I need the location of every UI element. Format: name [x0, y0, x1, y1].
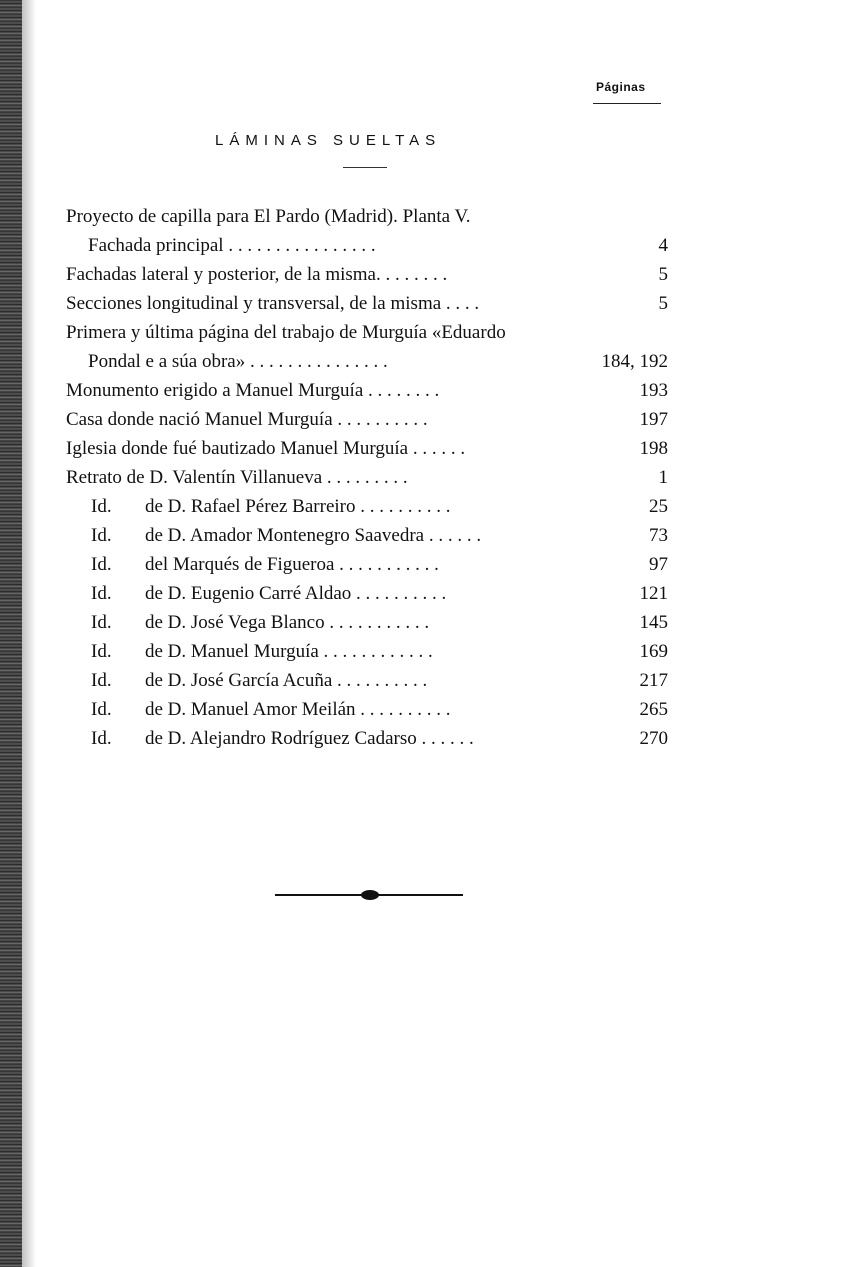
entry-page: 193	[639, 380, 668, 401]
portrait-name: de D. Alejandro Rodríguez Cadarso . . . . . .	[145, 728, 474, 749]
paginas-column-label: Páginas	[596, 80, 646, 94]
entry-page: 217	[639, 670, 668, 691]
entry-label: Proyecto de capilla para El Pardo (Madrid). Planta V.	[66, 206, 471, 227]
entry-label: Casa donde nació Manuel Murguía . . . . . . . . . .	[66, 409, 428, 430]
entry-page: 97	[649, 554, 668, 575]
portrait-name: de D. Manuel Amor Meilán . . . . . . . . . .	[145, 699, 451, 720]
entry-page: 169	[639, 641, 668, 662]
entry-label: Monumento erigido a Manuel Murguía . . . . . . . .	[66, 380, 440, 401]
entry-label: Fachadas lateral y posterior, de la misma. . . . . . . .	[66, 264, 448, 285]
portrait-name: del Marqués de Figueroa . . . . . . . . . . .	[145, 554, 439, 575]
index-entry	[66, 318, 668, 347]
portrait-name: de D. Rafael Pérez Barreiro . . . . . . . . . .	[145, 496, 451, 517]
portrait-name: de D. José Vega Blanco . . . . . . . . . . .	[145, 612, 430, 633]
ditto-mark: Id.	[91, 670, 112, 691]
ditto-mark: Id.	[91, 699, 112, 720]
entry-page: 121	[639, 583, 668, 604]
entry-page: 25	[649, 496, 668, 517]
entry-page: 184, 192	[601, 351, 668, 372]
portrait-name: de D. Eugenio Carré Aldao . . . . . . . . . .	[145, 583, 447, 604]
portrait-entry	[66, 666, 668, 695]
portrait-name: de D. Amador Montenegro Saavedra . . . . . .	[145, 525, 482, 546]
ditto-mark: Id.	[91, 728, 112, 749]
portrait-entry	[66, 637, 668, 666]
ditto-mark: Id.	[91, 612, 112, 633]
index-entry	[66, 405, 668, 434]
entry-page: 5	[658, 293, 668, 314]
entry-label: Pondal e a súa obra» . . . . . . . . . . . . . . .	[88, 351, 388, 372]
closing-ornament-rule	[275, 884, 465, 906]
index-entry	[66, 231, 668, 260]
index-entry	[66, 463, 668, 492]
index-entry	[66, 260, 668, 289]
entry-page: 197	[639, 409, 668, 430]
portrait-name: de D. José García Acuña . . . . . . . . . .	[145, 670, 428, 691]
portrait-entry	[66, 724, 668, 753]
ditto-mark: Id.	[91, 554, 112, 575]
ditto-mark: Id.	[91, 583, 112, 604]
ditto-mark: Id.	[91, 525, 112, 546]
entry-page: 265	[639, 699, 668, 720]
index-entry	[66, 202, 668, 231]
entry-label: Secciones longitudinal y transversal, de la misma . . . .	[66, 293, 480, 314]
gutter-shadow	[22, 0, 36, 1267]
ditto-mark: Id.	[91, 641, 112, 662]
entry-label: Retrato de D. Valentín Villanueva . . . . . . . . .	[66, 467, 408, 488]
portrait-entry	[66, 492, 668, 521]
index-entry	[66, 347, 668, 376]
portrait-entry	[66, 579, 668, 608]
entry-label: Iglesia donde fué bautizado Manuel Murguía . . . . . .	[66, 438, 466, 459]
title-rule	[343, 167, 387, 168]
entry-page: 1	[658, 467, 668, 488]
entry-label: Primera y última página del trabajo de Murguía «Eduardo	[66, 322, 506, 343]
section-title: LÁMINAS SUELTAS	[215, 132, 442, 149]
paginas-rule	[593, 103, 661, 104]
entry-page: 270	[639, 728, 668, 749]
portrait-entry	[66, 695, 668, 724]
entry-page: 198	[639, 438, 668, 459]
portrait-name: de D. Manuel Murguía . . . . . . . . . . . .	[145, 641, 433, 662]
entry-label: Fachada principal . . . . . . . . . . . . . . . .	[88, 235, 376, 256]
index-entry	[66, 434, 668, 463]
entry-page: 73	[649, 525, 668, 546]
index-list	[66, 202, 668, 753]
portrait-entry	[66, 521, 668, 550]
portrait-entry	[66, 608, 668, 637]
index-entry	[66, 289, 668, 318]
portrait-entry	[66, 550, 668, 579]
index-entry	[66, 376, 668, 405]
entry-page: 4	[658, 235, 668, 256]
ditto-mark: Id.	[91, 496, 112, 517]
entry-page: 5	[658, 264, 668, 285]
book-spine-shadow	[0, 0, 22, 1267]
entry-page: 145	[639, 612, 668, 633]
